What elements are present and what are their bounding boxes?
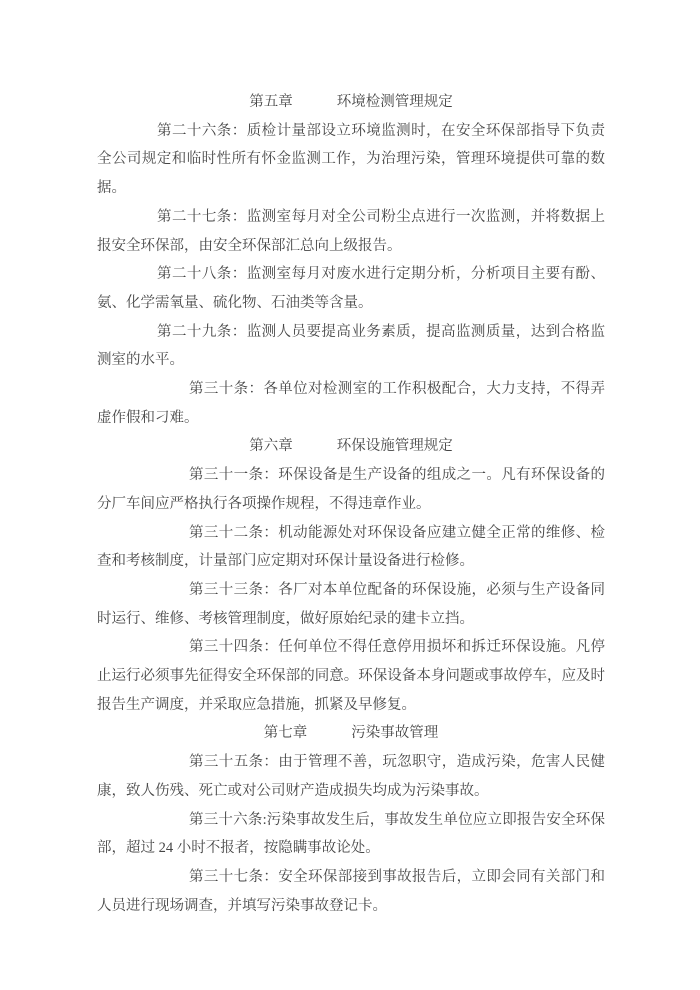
article-paragraph-30: 第三十条：各单位对检测室的工作积极配合，大力支持，不得弄虚作假和刁难。	[97, 381, 605, 426]
article-paragraph-31: 第三十一条：环保设备是生产设备的组成之一。凡有环保设备的分厂车间应严格执行各项操作规程，不得违章作业。	[97, 467, 605, 512]
article-paragraph-26: 第二十六条：质检计量部设立环境监测时，在安全环保部指导下负责全公司规定和临时性所有怀金监测工作，为治理污染，管理环境提供可靠的数据。	[97, 122, 605, 197]
chapter-number: 第五章	[249, 94, 293, 110]
article-paragraph-29: 第二十九条：监测人员要提高业务素质，提高监测质量，达到合格监测室的水平。	[97, 323, 605, 369]
article-paragraph-37: 第三十七条：安全环保部接到事故报告后，立即会同有关部门和人员进行现场调查，并填写污染事故登记卡。	[97, 868, 605, 914]
chapter-title: 环保设施管理规定	[336, 438, 453, 455]
chapter-heading-7	[97, 719, 605, 748]
chapter-title: 环境检测管理规定	[336, 94, 453, 110]
chapter-number: 第六章	[249, 438, 293, 455]
article-paragraph-28: 第二十八条：监测室每月对废水进行定期分析，分析项目主要有酚、氨、化学需氧量、硫化物、石油类等含量。	[97, 266, 605, 311]
article-paragraph-27: 第二十七条：监测室每月对全公司粉尘点进行一次监测，并将数据上报安全环保部，由安全环保部汇总向上级报告。	[97, 208, 605, 254]
chapter-title: 污染事故管理	[351, 725, 439, 742]
article-paragraph-33: 第三十三条：各厂对本单位配备的环保设施，必须与生产设备同时运行、维修、考核管理制度，做好原始纪录的建卡立挡。	[97, 581, 605, 627]
chapter-heading-6	[97, 432, 605, 461]
article-paragraph-35: 第三十五条：由于管理不善，玩忽职守，造成污染，危害人民健康，致人伤残、死亡或对公司财产造成损失均成为污染事故。	[97, 754, 605, 799]
article-paragraph-32: 第三十二条：机动能源处对环保设备应建立健全正常的维修、检查和考核制度，计量部门应定期对环保计量设备进行检修。	[97, 524, 605, 570]
article-paragraph-34: 第三十四条：任何单位不得任意停用损坏和拆迁环保设施。凡停止运行必须事先征得安全环保部的同意。环保设备本身问题或事故停车，应及时报告生产调度，并采取应急措施，抓紧及早修复。	[97, 639, 605, 713]
article-paragraph-36: 第三十六条:污染事故发生后，事故发生单位应立即报告安全环保部，超过 24 小时不报者，按隐瞒事故论处。	[97, 811, 605, 857]
chapter-heading-5	[97, 88, 605, 117]
chapter-number: 第七章	[263, 725, 308, 742]
document-body	[97, 88, 605, 920]
